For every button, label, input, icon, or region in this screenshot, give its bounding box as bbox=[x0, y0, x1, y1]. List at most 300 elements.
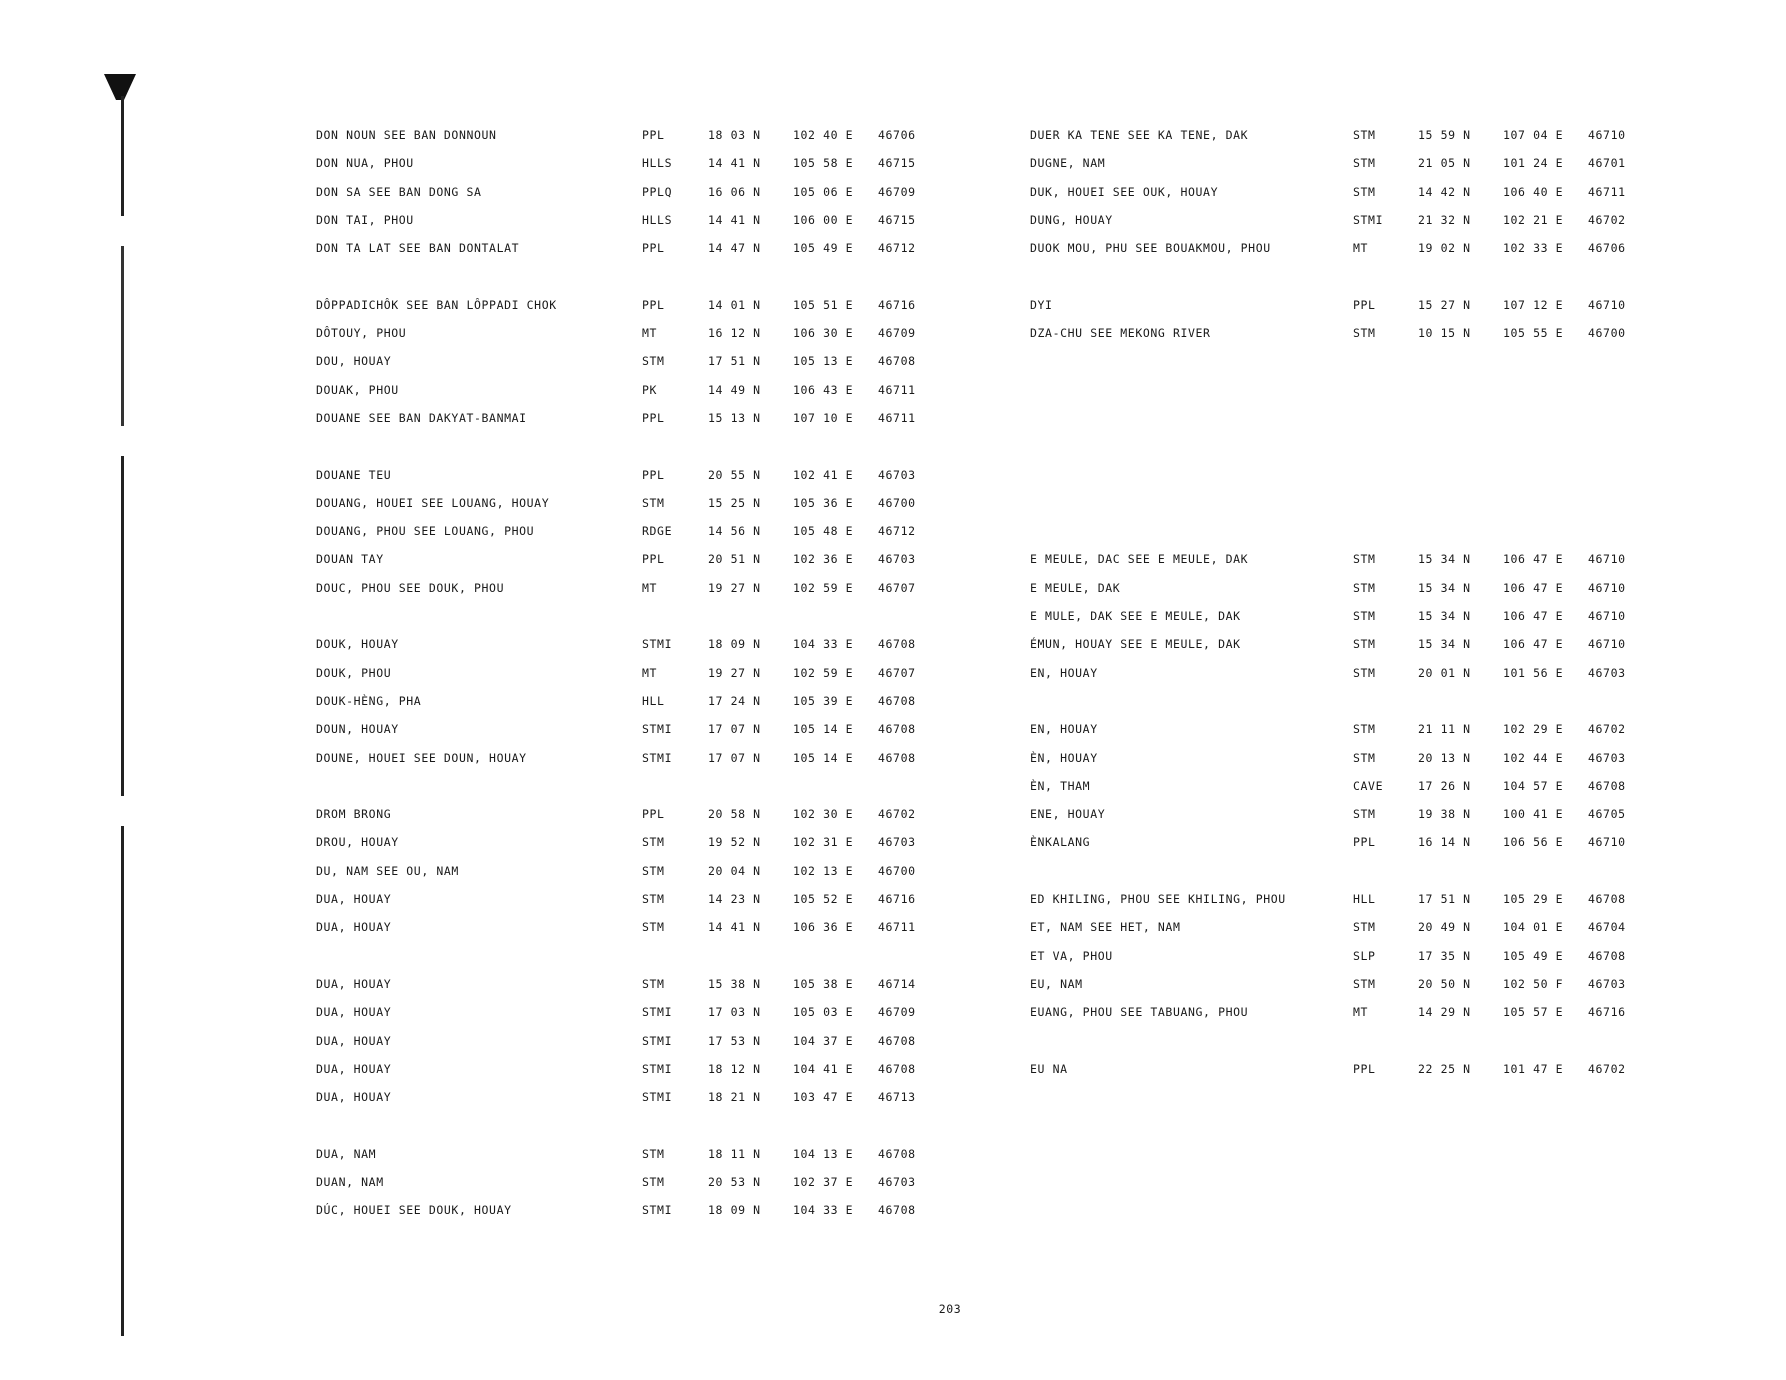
longitude: 105 14 E bbox=[793, 750, 854, 765]
gazetteer-left-column bbox=[316, 128, 926, 1232]
gazetteer-entry bbox=[316, 213, 926, 241]
map-reference: 46708 bbox=[1588, 948, 1626, 963]
longitude: 105 36 E bbox=[793, 495, 854, 510]
feature-type: STM bbox=[1353, 609, 1376, 624]
map-reference: 46708 bbox=[878, 1203, 916, 1218]
longitude: 103 47 E bbox=[793, 1090, 854, 1105]
entry-name: DOUK-HÈNG, PHA bbox=[316, 693, 422, 708]
map-reference: 46716 bbox=[878, 892, 916, 907]
section-gap bbox=[1030, 1034, 1630, 1062]
map-reference: 46703 bbox=[878, 467, 916, 482]
feature-type: STMI bbox=[642, 1090, 673, 1105]
entry-name: DYI bbox=[1030, 297, 1053, 312]
feature-type: PPL bbox=[1353, 1061, 1376, 1076]
feature-type: STM bbox=[1353, 807, 1376, 822]
longitude: 104 57 E bbox=[1503, 778, 1564, 793]
longitude: 102 40 E bbox=[793, 128, 854, 142]
map-reference: 46710 bbox=[1588, 128, 1626, 142]
feature-type: STM bbox=[642, 354, 665, 369]
latitude: 15 38 N bbox=[708, 976, 761, 991]
entry-name: DOUC, PHOU SEE DOUK, PHOU bbox=[316, 580, 505, 595]
gazetteer-entry bbox=[1030, 581, 1630, 609]
latitude: 20 51 N bbox=[708, 552, 761, 567]
feature-type: STM bbox=[1353, 326, 1376, 341]
entry-name: DOUAN TAY bbox=[316, 552, 384, 567]
latitude: 18 21 N bbox=[708, 1090, 761, 1105]
feature-type: STM bbox=[642, 892, 665, 907]
latitude: 15 25 N bbox=[708, 495, 761, 510]
gazetteer-entry bbox=[1030, 1062, 1630, 1090]
latitude: 14 41 N bbox=[708, 920, 761, 935]
latitude: 20 50 N bbox=[1418, 976, 1471, 991]
entry-name: DU, NAM SEE OU, NAM bbox=[316, 863, 459, 878]
gazetteer-entry bbox=[1030, 835, 1630, 863]
gazetteer-entry bbox=[316, 383, 926, 411]
entry-name: DUA, HOUAY bbox=[316, 1090, 392, 1105]
gazetteer-entry bbox=[316, 354, 926, 382]
entry-name: DOUK, PHOU bbox=[316, 665, 392, 680]
latitude: 15 59 N bbox=[1418, 128, 1471, 142]
feature-type: MT bbox=[642, 580, 658, 595]
map-reference: 46708 bbox=[878, 722, 916, 737]
page-number: 203 bbox=[938, 1302, 962, 1316]
latitude: 10 15 N bbox=[1418, 326, 1471, 341]
entry-name: DUA, HOUAY bbox=[316, 1033, 392, 1048]
map-reference: 46706 bbox=[878, 128, 916, 142]
map-reference: 46715 bbox=[878, 156, 916, 171]
entry-name: DZA-CHU SEE MEKONG RIVER bbox=[1030, 326, 1211, 341]
latitude: 17 24 N bbox=[708, 693, 761, 708]
feature-type: HLLS bbox=[642, 212, 673, 227]
longitude: 101 56 E bbox=[1503, 665, 1564, 680]
longitude: 104 01 E bbox=[1503, 920, 1564, 935]
map-reference: 46703 bbox=[1588, 976, 1626, 991]
feature-type: STM bbox=[1353, 665, 1376, 680]
latitude: 18 09 N bbox=[708, 637, 761, 652]
entry-name: EUANG, PHOU SEE TABUANG, PHOU bbox=[1030, 1005, 1249, 1020]
map-reference: 46702 bbox=[1588, 722, 1626, 737]
map-reference: 46711 bbox=[1588, 184, 1626, 199]
gazetteer-entry bbox=[316, 892, 926, 920]
latitude: 14 41 N bbox=[708, 212, 761, 227]
longitude: 105 58 E bbox=[793, 156, 854, 171]
gazetteer-entry bbox=[316, 496, 926, 524]
feature-type: PPL bbox=[642, 467, 665, 482]
map-reference: 46700 bbox=[878, 863, 916, 878]
entry-name: ÉMUN, HOUAY SEE E MEULE, DAK bbox=[1030, 637, 1241, 652]
map-reference: 46716 bbox=[1588, 1005, 1626, 1020]
latitude: 20 53 N bbox=[708, 1174, 761, 1189]
longitude: 106 36 E bbox=[793, 920, 854, 935]
entry-name: DON TA LAT SEE BAN DONTALAT bbox=[316, 241, 520, 256]
latitude: 21 05 N bbox=[1418, 156, 1471, 171]
gazetteer-entry bbox=[316, 1090, 926, 1118]
gazetteer-entry bbox=[1030, 185, 1630, 213]
feature-type: STMI bbox=[642, 1005, 673, 1020]
feature-type: SLP bbox=[1353, 948, 1376, 963]
map-reference: 46708 bbox=[1588, 778, 1626, 793]
gazetteer-entry bbox=[316, 807, 926, 835]
feature-type: STMI bbox=[642, 1203, 673, 1218]
latitude: 18 11 N bbox=[708, 1146, 761, 1161]
feature-type: PPL bbox=[642, 128, 665, 142]
latitude: 19 02 N bbox=[1418, 241, 1471, 256]
map-reference: 46711 bbox=[878, 382, 916, 397]
feature-type: HLL bbox=[1353, 892, 1376, 907]
longitude: 105 03 E bbox=[793, 1005, 854, 1020]
latitude: 14 56 N bbox=[708, 524, 761, 539]
longitude: 105 38 E bbox=[793, 976, 854, 991]
longitude: 106 43 E bbox=[793, 382, 854, 397]
longitude: 102 33 E bbox=[1503, 241, 1564, 256]
map-reference: 46710 bbox=[1588, 297, 1626, 312]
latitude: 17 07 N bbox=[708, 750, 761, 765]
gazetteer-entry bbox=[316, 552, 926, 580]
latitude: 17 07 N bbox=[708, 722, 761, 737]
map-reference: 46707 bbox=[878, 665, 916, 680]
map-reference: 46709 bbox=[878, 326, 916, 341]
longitude: 102 59 E bbox=[793, 665, 854, 680]
gazetteer-entry bbox=[1030, 751, 1630, 779]
entry-name: ÈNKALANG bbox=[1030, 835, 1091, 850]
entry-name: DOUANG, HOUEI SEE LOUANG, HOUAY bbox=[316, 495, 550, 510]
gazetteer-entry bbox=[316, 326, 926, 354]
map-reference: 46712 bbox=[878, 524, 916, 539]
entry-name: DUA, HOUAY bbox=[316, 1061, 392, 1076]
latitude: 16 12 N bbox=[708, 326, 761, 341]
feature-type: STM bbox=[642, 835, 665, 850]
feature-type: CAVE bbox=[1353, 778, 1384, 793]
gazetteer-entry bbox=[316, 666, 926, 694]
latitude: 15 34 N bbox=[1418, 580, 1471, 595]
feature-type: STMI bbox=[642, 722, 673, 737]
latitude: 19 27 N bbox=[708, 580, 761, 595]
map-reference: 46710 bbox=[1588, 552, 1626, 567]
section-gap bbox=[1030, 496, 1630, 524]
map-reference: 46709 bbox=[878, 1005, 916, 1020]
latitude: 14 42 N bbox=[1418, 184, 1471, 199]
entry-name: DÔTOUY, PHOU bbox=[316, 326, 407, 341]
entry-name: DOUAK, PHOU bbox=[316, 382, 399, 397]
entry-name: DOUANG, PHOU SEE LOUANG, PHOU bbox=[316, 524, 535, 539]
gazetteer-entry bbox=[316, 1034, 926, 1062]
longitude: 105 29 E bbox=[1503, 892, 1564, 907]
longitude: 105 55 E bbox=[1503, 326, 1564, 341]
gazetteer-entry bbox=[1030, 298, 1630, 326]
longitude: 106 47 E bbox=[1503, 637, 1564, 652]
section-gap bbox=[1030, 411, 1630, 439]
entry-name: DUOK MOU, PHU SEE BOUAKMOU, PHOU bbox=[1030, 241, 1271, 256]
longitude: 105 57 E bbox=[1503, 1005, 1564, 1020]
longitude: 102 41 E bbox=[793, 467, 854, 482]
longitude: 105 49 E bbox=[1503, 948, 1564, 963]
feature-type: STM bbox=[1353, 637, 1376, 652]
map-reference: 46703 bbox=[878, 835, 916, 850]
longitude: 102 13 E bbox=[793, 863, 854, 878]
map-reference: 46707 bbox=[878, 580, 916, 595]
latitude: 15 34 N bbox=[1418, 552, 1471, 567]
map-reference: 46703 bbox=[1588, 665, 1626, 680]
longitude: 106 47 E bbox=[1503, 552, 1564, 567]
feature-type: PPL bbox=[642, 241, 665, 256]
gazetteer-entry bbox=[316, 751, 926, 779]
map-reference: 46712 bbox=[878, 241, 916, 256]
map-reference: 46708 bbox=[878, 354, 916, 369]
latitude: 20 04 N bbox=[708, 863, 761, 878]
entry-name: DOUNE, HOUEI SEE DOUN, HOUAY bbox=[316, 750, 527, 765]
gazetteer-entry bbox=[316, 1203, 926, 1231]
feature-type: PK bbox=[642, 382, 658, 397]
latitude: 14 01 N bbox=[708, 297, 761, 312]
gazetteer-entry bbox=[316, 468, 926, 496]
entry-name: ENE, HOUAY bbox=[1030, 807, 1106, 822]
latitude: 22 25 N bbox=[1418, 1061, 1471, 1076]
feature-type: RDGE bbox=[642, 524, 673, 539]
entry-name: DUA, NAM bbox=[316, 1146, 377, 1161]
binding-line bbox=[121, 96, 124, 1336]
latitude: 16 14 N bbox=[1418, 835, 1471, 850]
entry-name: DÔPPADICHÔK SEE BAN LÔPPADI CHOK bbox=[316, 297, 557, 312]
gazetteer-entry bbox=[1030, 666, 1630, 694]
section-gap bbox=[1030, 694, 1630, 722]
feature-type: PPL bbox=[1353, 297, 1376, 312]
longitude: 104 37 E bbox=[793, 1033, 854, 1048]
map-reference: 46700 bbox=[878, 495, 916, 510]
latitude: 18 03 N bbox=[708, 128, 761, 142]
map-reference: 46714 bbox=[878, 976, 916, 991]
section-gap bbox=[1030, 383, 1630, 411]
longitude: 105 52 E bbox=[793, 892, 854, 907]
entry-name: ÈN, HOUAY bbox=[1030, 750, 1098, 765]
latitude: 20 49 N bbox=[1418, 920, 1471, 935]
entry-name: EN, HOUAY bbox=[1030, 665, 1098, 680]
longitude: 102 59 E bbox=[793, 580, 854, 595]
entry-name: DUK, HOUEI SEE OUK, HOUAY bbox=[1030, 184, 1219, 199]
map-reference: 46705 bbox=[1588, 807, 1626, 822]
map-reference: 46710 bbox=[1588, 609, 1626, 624]
feature-type: MT bbox=[1353, 1005, 1369, 1020]
gazetteer-entry bbox=[316, 128, 926, 156]
longitude: 106 56 E bbox=[1503, 835, 1564, 850]
map-reference: 46716 bbox=[878, 297, 916, 312]
longitude: 101 24 E bbox=[1503, 156, 1564, 171]
feature-type: STM bbox=[1353, 156, 1376, 171]
latitude: 14 23 N bbox=[708, 892, 761, 907]
feature-type: STMI bbox=[642, 637, 673, 652]
entry-name: DROM BRONG bbox=[316, 807, 392, 822]
longitude: 102 50 F bbox=[1503, 976, 1564, 991]
gazetteer-entry bbox=[316, 835, 926, 863]
latitude: 17 35 N bbox=[1418, 948, 1471, 963]
gazetteer-entry bbox=[1030, 892, 1630, 920]
entry-name: E MULE, DAK SEE E MEULE, DAK bbox=[1030, 609, 1241, 624]
longitude: 105 39 E bbox=[793, 693, 854, 708]
gazetteer-entry bbox=[316, 411, 926, 439]
gazetteer-entry bbox=[316, 1005, 926, 1033]
gazetteer-right-column bbox=[1030, 128, 1630, 1090]
feature-type: STM bbox=[642, 1146, 665, 1161]
map-reference: 46708 bbox=[878, 637, 916, 652]
gazetteer-entry bbox=[1030, 326, 1630, 354]
feature-type: MT bbox=[1353, 241, 1369, 256]
map-reference: 46710 bbox=[1588, 835, 1626, 850]
feature-type: PPL bbox=[642, 297, 665, 312]
feature-type: STM bbox=[1353, 750, 1376, 765]
latitude: 16 06 N bbox=[708, 184, 761, 199]
feature-type: HLLS bbox=[642, 156, 673, 171]
longitude: 105 14 E bbox=[793, 722, 854, 737]
gazetteer-entry bbox=[1030, 1005, 1630, 1033]
map-reference: 46706 bbox=[1588, 241, 1626, 256]
feature-type: STM bbox=[1353, 722, 1376, 737]
entry-name: EU NA bbox=[1030, 1061, 1068, 1076]
longitude: 102 37 E bbox=[793, 1174, 854, 1189]
map-reference: 46708 bbox=[878, 1061, 916, 1076]
map-reference: 46702 bbox=[878, 807, 916, 822]
feature-type: HLL bbox=[642, 693, 665, 708]
map-reference: 46711 bbox=[878, 410, 916, 425]
gazetteer-entry bbox=[316, 722, 926, 750]
feature-type: PPLQ bbox=[642, 184, 673, 199]
gazetteer-entry bbox=[316, 185, 926, 213]
feature-type: STMI bbox=[642, 1061, 673, 1076]
entry-name: DOUK, HOUAY bbox=[316, 637, 399, 652]
longitude: 107 04 E bbox=[1503, 128, 1564, 142]
longitude: 106 40 E bbox=[1503, 184, 1564, 199]
longitude: 102 30 E bbox=[793, 807, 854, 822]
gazetteer-entry bbox=[1030, 609, 1630, 637]
latitude: 19 38 N bbox=[1418, 807, 1471, 822]
longitude: 104 13 E bbox=[793, 1146, 854, 1161]
gazetteer-entry bbox=[316, 637, 926, 665]
longitude: 102 29 E bbox=[1503, 722, 1564, 737]
feature-type: STM bbox=[1353, 184, 1376, 199]
longitude: 106 47 E bbox=[1503, 609, 1564, 624]
feature-type: PPL bbox=[642, 807, 665, 822]
latitude: 15 34 N bbox=[1418, 637, 1471, 652]
map-reference: 46708 bbox=[878, 693, 916, 708]
entry-name: ET VA, PHOU bbox=[1030, 948, 1113, 963]
entry-name: DON NOUN SEE BAN DONNOUN bbox=[316, 128, 497, 142]
entry-name: ED KHILING, PHOU SEE KHILING, PHOU bbox=[1030, 892, 1286, 907]
longitude: 105 49 E bbox=[793, 241, 854, 256]
map-reference: 46711 bbox=[878, 920, 916, 935]
entry-name: DOUN, HOUAY bbox=[316, 722, 399, 737]
latitude: 21 32 N bbox=[1418, 212, 1471, 227]
map-reference: 46702 bbox=[1588, 1061, 1626, 1076]
entry-name: DOUANE TEU bbox=[316, 467, 392, 482]
gazetteer-entry bbox=[316, 156, 926, 184]
latitude: 21 11 N bbox=[1418, 722, 1471, 737]
gazetteer-entry bbox=[1030, 128, 1630, 156]
gazetteer-entry bbox=[1030, 241, 1630, 269]
map-reference: 46708 bbox=[1588, 892, 1626, 907]
longitude: 106 30 E bbox=[793, 326, 854, 341]
entry-name: DUAN, NAM bbox=[316, 1174, 384, 1189]
longitude: 107 10 E bbox=[793, 410, 854, 425]
gazetteer-entry bbox=[1030, 156, 1630, 184]
latitude: 17 51 N bbox=[708, 354, 761, 369]
entry-name: DUA, HOUAY bbox=[316, 892, 392, 907]
gazetteer-entry bbox=[1030, 977, 1630, 1005]
latitude: 17 53 N bbox=[708, 1033, 761, 1048]
map-reference: 46701 bbox=[1588, 156, 1626, 171]
map-reference: 46703 bbox=[1588, 750, 1626, 765]
latitude: 19 52 N bbox=[708, 835, 761, 850]
feature-type: MT bbox=[642, 665, 658, 680]
latitude: 14 29 N bbox=[1418, 1005, 1471, 1020]
entry-name: EU, NAM bbox=[1030, 976, 1083, 991]
gazetteer-entry bbox=[1030, 779, 1630, 807]
feature-type: STMI bbox=[642, 1033, 673, 1048]
gazetteer-entry bbox=[1030, 637, 1630, 665]
latitude: 15 13 N bbox=[708, 410, 761, 425]
feature-type: STM bbox=[1353, 976, 1376, 991]
section-gap bbox=[1030, 269, 1630, 297]
latitude: 17 26 N bbox=[1418, 778, 1471, 793]
map-reference: 46715 bbox=[878, 212, 916, 227]
feature-type: STMI bbox=[1353, 212, 1384, 227]
gazetteer-entry bbox=[316, 1147, 926, 1175]
entry-name: DOUANE SEE BAN DAKYAT-BANMAI bbox=[316, 410, 527, 425]
section-gap bbox=[1030, 354, 1630, 382]
gazetteer-entry bbox=[316, 1062, 926, 1090]
section-gap bbox=[316, 1118, 926, 1146]
map-reference: 46709 bbox=[878, 184, 916, 199]
map-reference: 46708 bbox=[878, 1033, 916, 1048]
gazetteer-entry bbox=[1030, 552, 1630, 580]
latitude: 14 41 N bbox=[708, 156, 761, 171]
map-reference: 46708 bbox=[878, 750, 916, 765]
feature-type: PPL bbox=[642, 410, 665, 425]
entry-name: ET, NAM SEE HET, NAM bbox=[1030, 920, 1181, 935]
gazetteer-entry bbox=[1030, 949, 1630, 977]
entry-name: DUGNE, NAM bbox=[1030, 156, 1106, 171]
entry-name: DOU, HOUAY bbox=[316, 354, 392, 369]
feature-type: STM bbox=[642, 1174, 665, 1189]
latitude: 15 34 N bbox=[1418, 609, 1471, 624]
longitude: 104 33 E bbox=[793, 1203, 854, 1218]
entry-name: DON TAI, PHOU bbox=[316, 212, 414, 227]
map-reference: 46703 bbox=[878, 1174, 916, 1189]
longitude: 101 47 E bbox=[1503, 1061, 1564, 1076]
latitude: 18 12 N bbox=[708, 1061, 761, 1076]
entry-name: E MEULE, DAK bbox=[1030, 580, 1121, 595]
section-gap bbox=[316, 779, 926, 807]
longitude: 102 36 E bbox=[793, 552, 854, 567]
gazetteer-entry bbox=[1030, 722, 1630, 750]
longitude: 102 31 E bbox=[793, 835, 854, 850]
gazetteer-entry bbox=[316, 1175, 926, 1203]
feature-type: STM bbox=[642, 920, 665, 935]
feature-type: MT bbox=[642, 326, 658, 341]
section-gap bbox=[1030, 439, 1630, 467]
section-gap bbox=[1030, 524, 1630, 552]
gazetteer-entry bbox=[316, 581, 926, 609]
longitude: 105 13 E bbox=[793, 354, 854, 369]
longitude: 102 21 E bbox=[1503, 212, 1564, 227]
section-gap bbox=[316, 609, 926, 637]
feature-type: STM bbox=[642, 863, 665, 878]
map-reference: 46704 bbox=[1588, 920, 1626, 935]
section-gap bbox=[1030, 864, 1630, 892]
map-reference: 46703 bbox=[878, 552, 916, 567]
latitude: 14 47 N bbox=[708, 241, 761, 256]
feature-type: STM bbox=[1353, 580, 1376, 595]
longitude: 107 12 E bbox=[1503, 297, 1564, 312]
map-reference: 46702 bbox=[1588, 212, 1626, 227]
gazetteer-entry bbox=[316, 864, 926, 892]
